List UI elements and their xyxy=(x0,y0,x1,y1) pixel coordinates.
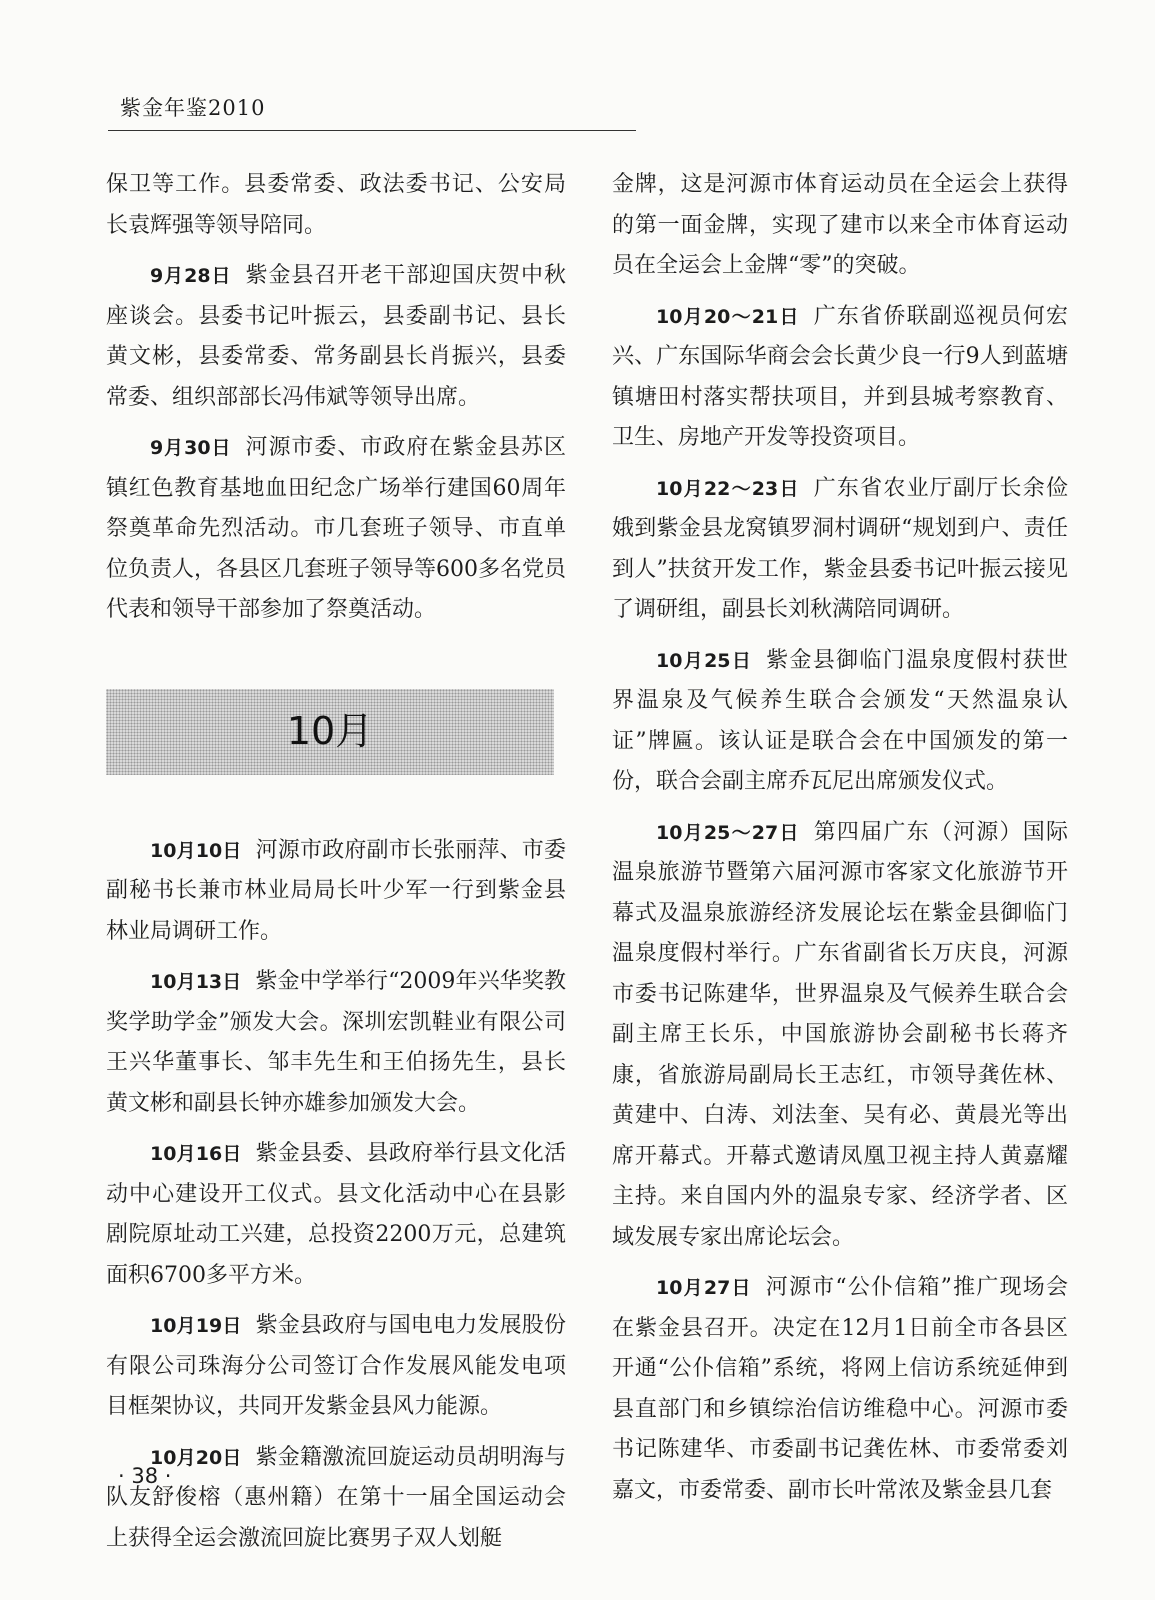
entry-1020 xyxy=(106,1438,566,1560)
month-heading-banner xyxy=(106,689,554,775)
entry-text: 第四届广东（河源）国际温泉旅游节暨第六届河源市客家文化旅游节开幕式及温泉旅游经济发展论坛在紫金县御临门温泉度假村举行。广东省副省长万庆良，河源市委书记陈建华，世界温泉及气候养生联合会副主席王长乐，中国旅游协会副秘书长蒋齐康，省旅游局副局长王志红，市领导龚佐林、黄建中、白涛、刘法奎、吴有必、黄晨光等出席开幕式。开幕式邀请凤凰卫视主持人黄嘉耀主持。来自国内外的温泉专家、经济学者、区域发展专家出席论坛会。 xyxy=(612,819,1068,1250)
entry-date: 9月28日 xyxy=(150,265,232,287)
entry-date: 10月16日 xyxy=(150,1143,242,1165)
entry-text: 广东省侨联副巡视员何宏兴、广东国际华商会会长黄少良一行9人到蓝塘镇塘田村落实帮扶项目，并到县城考察教育、卫生、房地产开发等投资项目。 xyxy=(612,303,1068,450)
entry-date: 10月20日 xyxy=(150,1446,242,1469)
entry-text: 紫金县委、县政府举行县文化活动中心建设开工仪式。县文化活动中心在县影剧院原址动工兴建，总投资2200万元，总建筑面积6700多平方米。 xyxy=(106,1141,566,1288)
entry-date: 10月25日 xyxy=(656,649,753,672)
entry-text: 广东省农业厅副厅长余俭娥到紫金县龙窝镇罗洞村调研“规划到户、责任到人”扶贫开发工作，紫金县委书记叶振云接见了调研组，副县长刘秋满陪同调研。 xyxy=(612,475,1068,622)
entry-1020-21 xyxy=(612,297,1068,459)
entry-text: 河源市委、市政府在紫金县苏区镇红色教育基地血田纪念广场举行建国60周年祭奠革命先烈活动。市几套班子领导、市直单位负责人，各县区几套班子领导等600多名党员代表和领导干部参加了祭奠活动。 xyxy=(106,435,566,622)
entry-date: 10月22～23日 xyxy=(656,477,800,500)
left-column xyxy=(106,165,566,1569)
entry-text: 紫金中学举行“2009年兴华奖教奖学助学金”颁发大会。深圳宏凯鞋业有限公司王兴华董事长、邹丰先生和王伯扬先生，县长黄文彬和副县长钟亦雄参加颁发大会。 xyxy=(106,969,566,1116)
entry-date: 10月25～27日 xyxy=(656,821,800,844)
entry-date: 10月20～21日 xyxy=(656,305,800,328)
entry-1025 xyxy=(612,641,1068,803)
left-continuation-paragraph: 保卫等工作。县委常委、政法委书记、公安局长袁辉强等领导陪同。 xyxy=(106,172,566,238)
entry-1016 xyxy=(106,1134,566,1296)
entry-date: 9月30日 xyxy=(150,437,232,459)
entry-1022-23 xyxy=(612,469,1068,631)
entry-1019 xyxy=(106,1306,566,1428)
right-continuation-paragraph: 金牌，这是河源市体育运动员在全运会上获得的第一面金牌，实现了建市以来全市体育运动员在全运会上金牌“零”的突破。 xyxy=(612,172,1068,278)
entry-date: 10月19日 xyxy=(150,1315,242,1337)
month-heading: 10月 xyxy=(286,709,374,754)
entry-date: 10月13日 xyxy=(150,971,242,993)
entry-1013 xyxy=(106,962,566,1124)
running-head-title: 紫金年鉴2010 xyxy=(120,96,266,120)
page-number: · 38 · xyxy=(118,1464,172,1488)
entry-date: 10月27日 xyxy=(656,1277,752,1299)
entry-text: 河源市政府副市长张丽萍、市委副秘书长兼市林业局局长叶少军一行到紫金县林业局调研工作。 xyxy=(106,837,566,944)
header-rule xyxy=(108,130,636,131)
right-column xyxy=(612,165,1068,1521)
entry-text: 紫金县御临门温泉度假村获世界温泉及气候养生联合会颁发“天然温泉认证”牌匾。该认证是联合会在中国颁发的第一份，联合会副主席乔瓦尼出席颁发仪式。 xyxy=(612,647,1068,794)
entry-text: 紫金县政府与国电电力发展股份有限公司珠海分公司签订合作发展风能发电项目框架协议，共同开发紫金县风力能源。 xyxy=(106,1313,566,1419)
entry-1027 xyxy=(612,1268,1068,1511)
entry-text: 紫金籍激流回旋运动员胡明海与队友舒俊榕（惠州籍）在第十一届全国运动会上获得全运会激流回旋比赛男子双人划艇 xyxy=(106,1444,566,1551)
entry-text: 河源市“公仆信箱”推广现场会在紫金县召开。决定在12月1日前全市各县区开通“公仆信箱”系统，将网上信访系统延伸到县直部门和乡镇综治信访维稳中心。河源市委书记陈建华、市委副书记龚佐林、市委常委刘嘉文，市委常委、副市长叶常浓及紫金县几套 xyxy=(612,1275,1068,1503)
entry-text: 紫金县召开老干部迎国庆贺中秋座谈会。县委书记叶振云，县委副书记、县长黄文彬，县委常委、常务副县长肖振兴，县委常委、组织部部长冯伟斌等领导出席。 xyxy=(106,263,566,410)
entry-1025-27 xyxy=(612,813,1068,1259)
entry-0928 xyxy=(106,256,566,418)
entry-date: 10月10日 xyxy=(150,839,242,862)
entry-0930 xyxy=(106,428,566,631)
entry-1010 xyxy=(106,831,566,953)
